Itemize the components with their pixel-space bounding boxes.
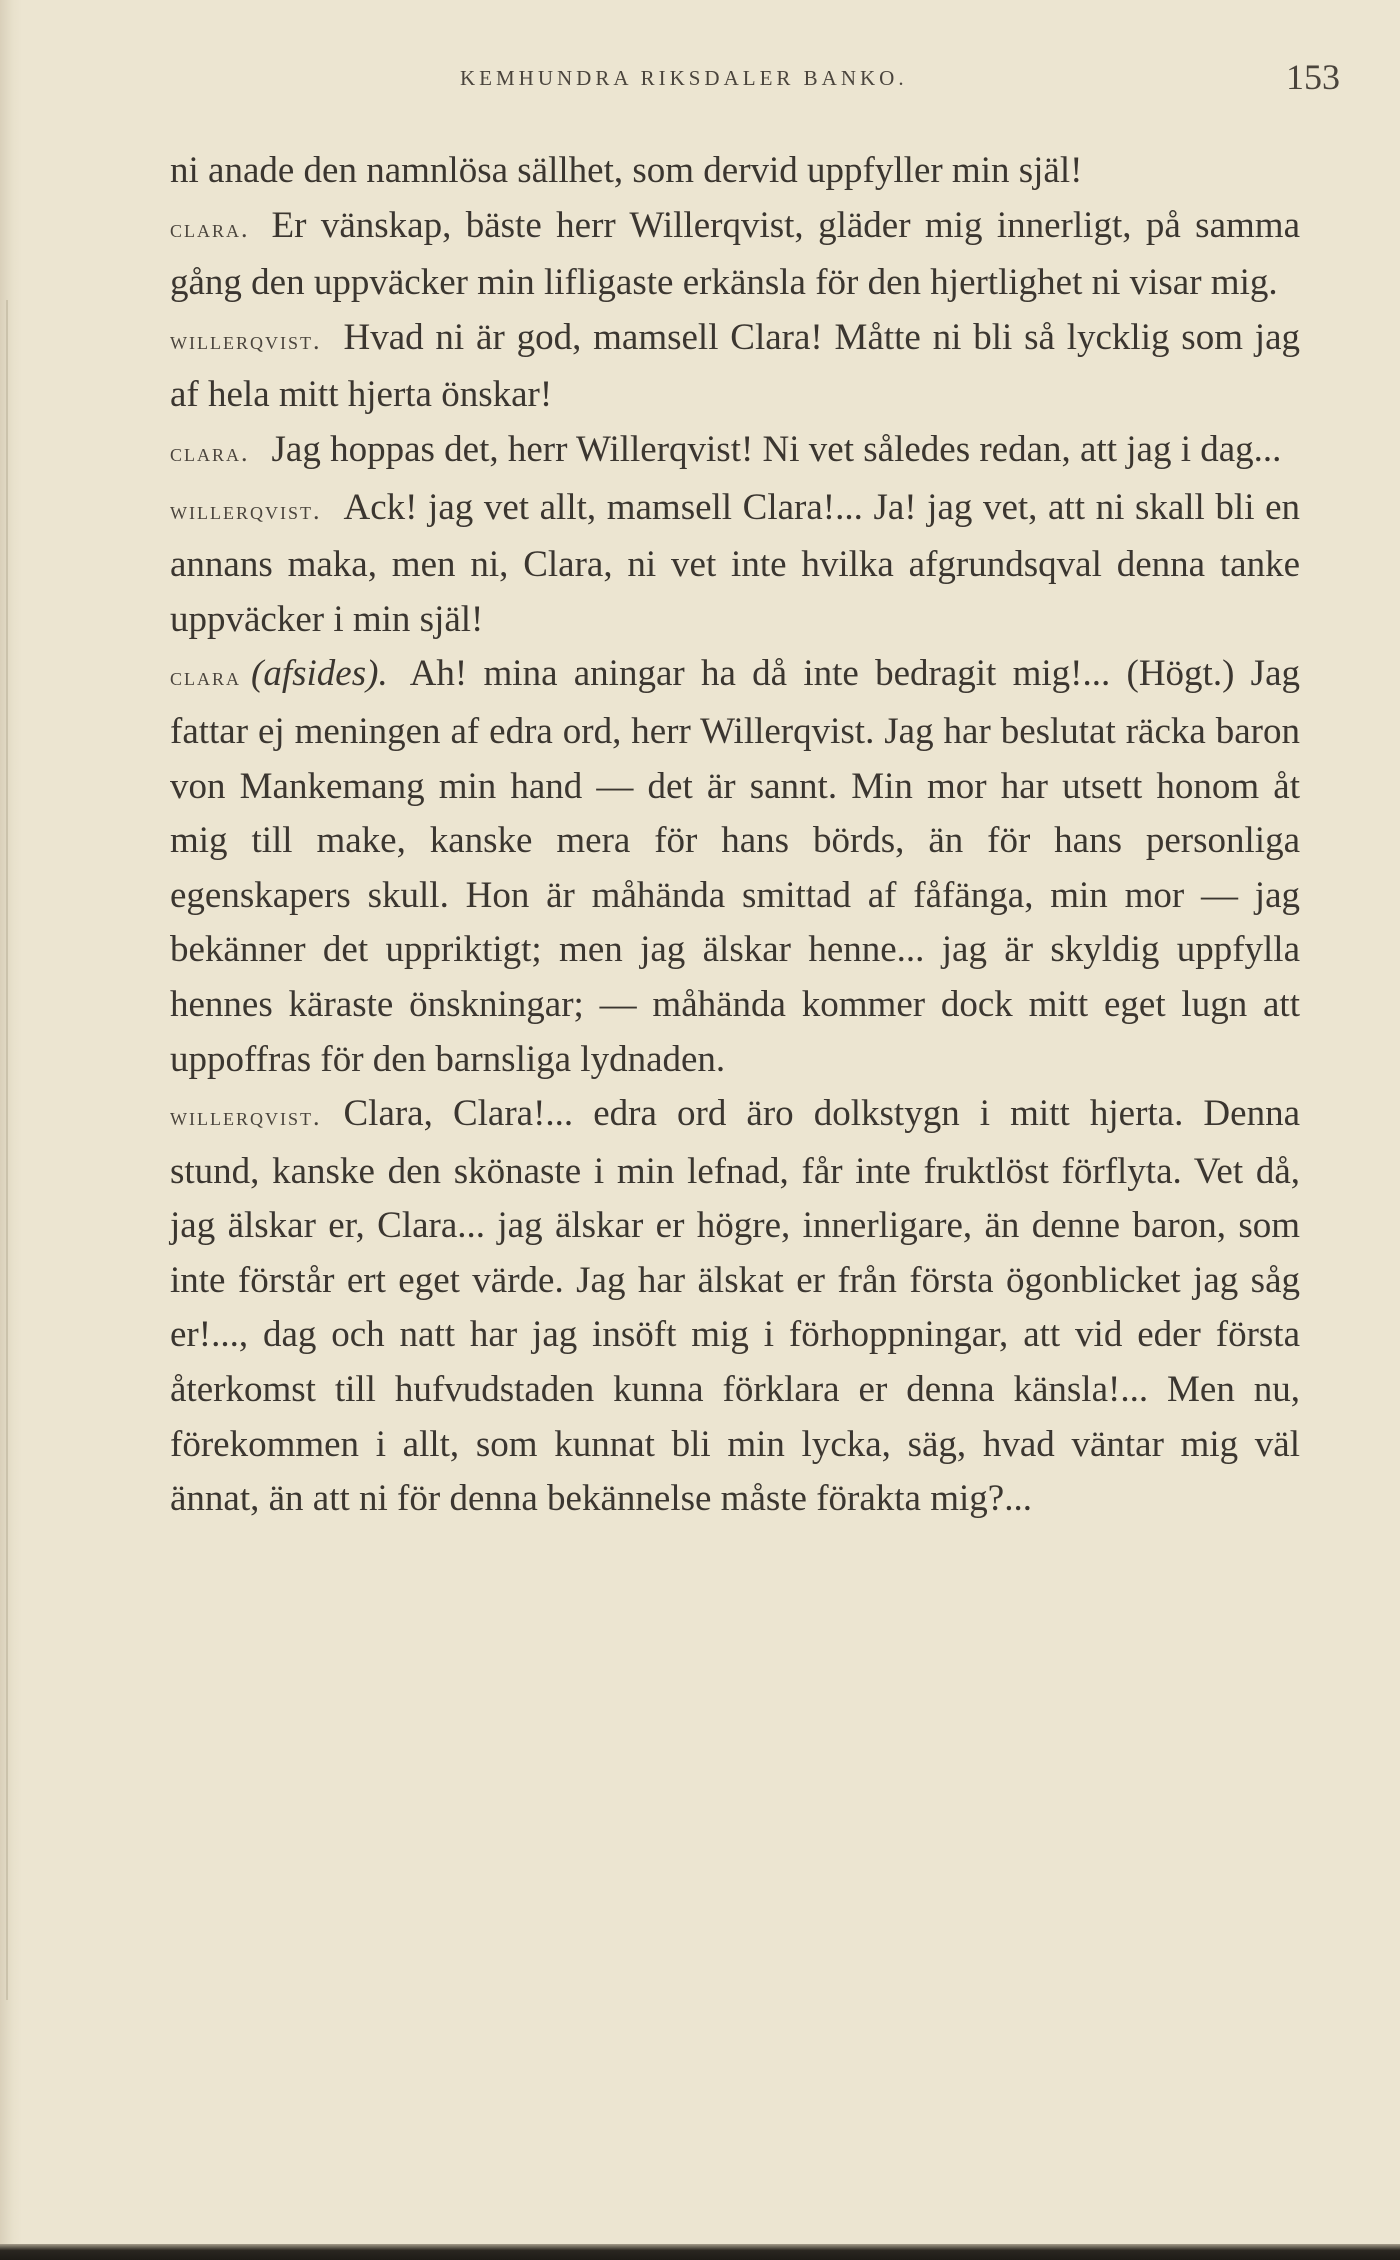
speech-text: Hvad ni är god, mamsell Clara! Måtte ni bli så lycklig som jag af hela mitt hjerta önskar!	[170, 316, 1300, 416]
paragraph	[170, 423, 1300, 481]
speaker-name: clara.	[170, 213, 250, 243]
body-text	[170, 144, 1300, 1527]
speech-text: Clara, Clara!... edra ord äro dolkstygn i mitt hjerta. Denna stund, kanske den skönaste i min lefnad, får inte fruktlöst förflyta. Vet då, jag älskar er, Clara... jag älskar er högre, innerligare, än denne baron, som inte förstår ert eget värde. Jag har älskat er från första ögonblicket jag såg er!..., dag och natt har jag insöft mig i förhoppningar, att vid eder första återkomst till hufvudstaden kunna förklara er denna känsla!... Men nu, förekommen i allt, som kunnat bli min lycka, säg, hvad väntar mig väl ännat, än att ni för denna bekännelse måste förakta mig?...	[170, 1093, 1300, 1520]
page-edge-line	[6, 300, 8, 2000]
speech-text: Ah! mina aningar ha då inte bedragit mig!... (Högt.) Jag fattar ej meningen af edra ord, herr Willerqvist. Jag har beslutat räcka baron von Mankemang min hand — det är sannt. Min mor har utsett honom åt mig till make, kanske mera för hans börds, än för hans personliga egenskapers skull. Hon är måhända smittad af fåfänga, min mor — jag bekänner det uppriktigt; men jag älskar henne... jag är skyldig uppfylla hennes käraste önskningar; — måhända kommer dock mitt eget lugn att uppoffras för den barnsliga lydnaden.	[170, 653, 1300, 1080]
paragraph	[170, 144, 1300, 199]
speech-text: Jag hoppas det, herr Willerqvist! Ni vet således redan, att jag i dag...	[271, 428, 1282, 470]
scan-bottom-edge	[0, 2244, 1400, 2260]
speech-text: Ack! jag vet allt, mamsell Clara!... Ja! jag vet, att ni skall bli en annans maka, men ni, Clara, ni vet inte hvilka afgrundsqval denna tanke uppväcker i min själ!	[170, 486, 1300, 640]
speaker-name: willerqvist.	[170, 325, 322, 355]
page-number: 153	[1286, 57, 1340, 97]
paragraph	[170, 481, 1300, 648]
speaker-name: willerqvist.	[170, 495, 322, 525]
speech-text: ni anade den namnlösa sällhet, som dervid uppfyller min själ!	[170, 150, 1083, 191]
running-head	[170, 50, 1340, 110]
stage-direction: (afsides).	[251, 653, 388, 695]
paragraph	[170, 1087, 1300, 1527]
page-edge-shadow	[0, 0, 22, 2260]
speaker-name: clara.	[170, 437, 250, 467]
paragraph	[170, 311, 1300, 423]
speaker-name: clara	[170, 662, 242, 692]
running-title: KEMHUNDRA RIKSDALER BANKO.	[460, 66, 908, 90]
speaker-name: willerqvist.	[170, 1102, 322, 1132]
book-page	[170, 50, 1340, 1527]
speech-text: Er vänskap, bäste herr Willerqvist, gläder mig innerligt, på samma gång den uppväcker min lifligaste erkänsla för den hjertlighet ni visar mig.	[170, 204, 1300, 304]
paragraph	[170, 199, 1300, 311]
paragraph	[170, 647, 1300, 1087]
